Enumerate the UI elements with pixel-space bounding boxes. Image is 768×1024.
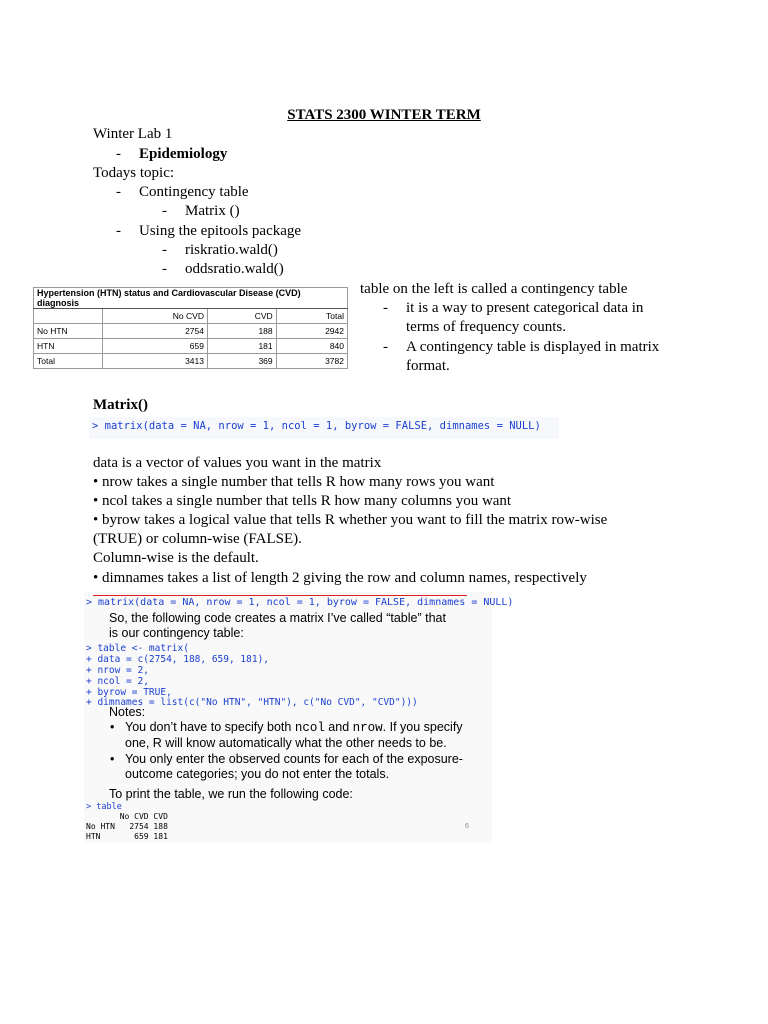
param-desc-nrow: • nrow takes a single number that tells R how many rows you want — [93, 474, 495, 490]
desc-bullet-2-line-2: format. — [406, 358, 450, 374]
table-row — [34, 354, 348, 369]
table-cell: Total — [34, 354, 103, 369]
table-cell: 181 — [207, 339, 276, 354]
code-line: > table <- matrix( — [86, 643, 189, 654]
dash: - — [116, 223, 121, 239]
table-header-cell — [34, 309, 103, 324]
table-cell: 3413 — [103, 354, 208, 369]
notes-heading: Notes: — [109, 705, 146, 719]
outline-item-contingency — [116, 183, 249, 202]
outline-subitem-matrix — [162, 202, 240, 221]
slide-intro-line-2: is our contingency table: — [109, 626, 244, 640]
desc-bullet-1-line-2: terms of frequency counts. — [406, 319, 566, 335]
outline-item-label: oddsratio.wald() — [185, 261, 284, 277]
desc-bullet-dash: - — [383, 339, 388, 355]
table-cell: 369 — [207, 354, 276, 369]
code-line: + ncol = 2, — [86, 676, 149, 687]
note-2-line-2: outcome categories; you do not enter the totals. — [125, 767, 390, 781]
table-cell: 3782 — [276, 354, 347, 369]
outline-item-label: Matrix () — [185, 203, 240, 219]
note-1-line-2: one, R will know automatically what the other needs to be. — [125, 736, 447, 750]
print-command: > table — [86, 802, 122, 812]
code-line: + nrow = 2, — [86, 665, 149, 676]
outline-subitem-oddsratio — [162, 260, 284, 279]
outline-item-label: riskratio.wald() — [185, 242, 278, 258]
outline-item-label: Epidemiology — [139, 146, 228, 162]
dash: - — [162, 261, 167, 277]
bullet: • — [110, 720, 115, 734]
output-line: HTN 659 181 — [86, 832, 168, 841]
table-cell: 188 — [207, 324, 276, 339]
slide-intro-line-1: So, the following code creates a matrix I’ve called “table” that — [109, 611, 446, 625]
dash: - — [162, 242, 167, 258]
note-2-line-1: You only enter the observed counts for each of the exposure- — [125, 752, 463, 766]
page-title: STATS 2300 WINTER TERM — [287, 107, 481, 123]
desc-bullet-dash: - — [383, 300, 388, 316]
output-line: No HTN 2754 188 — [86, 822, 168, 831]
contingency-table — [33, 287, 348, 369]
outline-item-epidemiology — [116, 145, 227, 164]
desc-bullet-1-line-1: it is a way to present categorical data in — [406, 300, 644, 316]
table-cell: 840 — [276, 339, 347, 354]
param-desc-ncol: • ncol takes a single number that tells R how many columns you want — [93, 493, 512, 509]
desc-bullet-2-line-1: A contingency table is displayed in matrix — [406, 339, 660, 355]
dash: - — [116, 146, 121, 162]
table-cell: 2754 — [103, 324, 208, 339]
outline-item-label: Contingency table — [139, 184, 249, 200]
outline-item-label: Using the epitools package — [139, 223, 302, 239]
param-desc-dimnames: • dimnames takes a list of length 2 giving the row and column names, respectively — [93, 570, 587, 586]
code-line: + dimnames = list(c("No HTN", "HTN"), c("No CVD", "CVD"))) — [86, 697, 418, 708]
print-instruction: To print the table, we run the following code: — [109, 787, 353, 801]
table-cell: No HTN — [34, 324, 103, 339]
param-desc-byrow-cont: (TRUE) or column-wise (FALSE). — [93, 531, 302, 547]
inline-code: nrow — [352, 721, 383, 735]
matrix-signature-code — [89, 417, 559, 439]
outline-item-epitools — [116, 222, 301, 241]
dash: - — [162, 203, 167, 219]
lab-label: Winter Lab 1 — [93, 126, 173, 142]
code-line: + data = c(2754, 188, 659, 181), — [86, 654, 270, 665]
table-header-cell: CVD — [207, 309, 276, 324]
table-cell: HTN — [34, 339, 103, 354]
code-line: + byrow = TRUE, — [86, 687, 172, 698]
table-description: table on the left is called a contingency table — [360, 281, 628, 297]
outline-subitem-riskratio — [162, 241, 278, 260]
table-cell: 2942 — [276, 324, 347, 339]
bullet: • — [110, 752, 115, 766]
table-cell: 659 — [103, 339, 208, 354]
table-header-cell: No CVD — [103, 309, 208, 324]
note-1-line-1 — [125, 720, 463, 737]
slide-signature-code: > matrix(data = NA, nrow = 1, ncol = 1, byrow = FALSE, dimnames = NULL) — [86, 597, 514, 608]
table-row — [34, 339, 348, 354]
param-desc-default: Column-wise is the default. — [93, 550, 259, 566]
topic-label: Todays topic: — [93, 165, 175, 181]
table-header-row — [34, 309, 348, 324]
param-desc-byrow: • byrow takes a logical value that tells R whether you want to fill the matrix row-wise — [93, 512, 608, 528]
slide-page-number: 6 — [465, 823, 469, 830]
section-heading-matrix: Matrix() — [93, 397, 148, 413]
code-line: > matrix(data = NA, nrow = 1, ncol = 1, byrow = FALSE, dimnames = NULL) — [92, 420, 541, 432]
table-caption: Hypertension (HTN) status and Cardiovascular Disease (CVD) diagnosis — [34, 288, 348, 309]
output-line: No CVD CVD — [86, 812, 168, 821]
table-row — [34, 324, 348, 339]
dash: - — [116, 184, 121, 200]
param-desc-data: data is a vector of values you want in the matrix — [93, 455, 382, 471]
note-text: . If you specify — [382, 720, 463, 734]
note-text: and — [324, 720, 353, 734]
table-header-cell: Total — [276, 309, 347, 324]
highlight-underline — [93, 595, 467, 596]
note-text: You don’t have to specify both — [125, 720, 295, 734]
inline-code: ncol — [294, 721, 325, 735]
